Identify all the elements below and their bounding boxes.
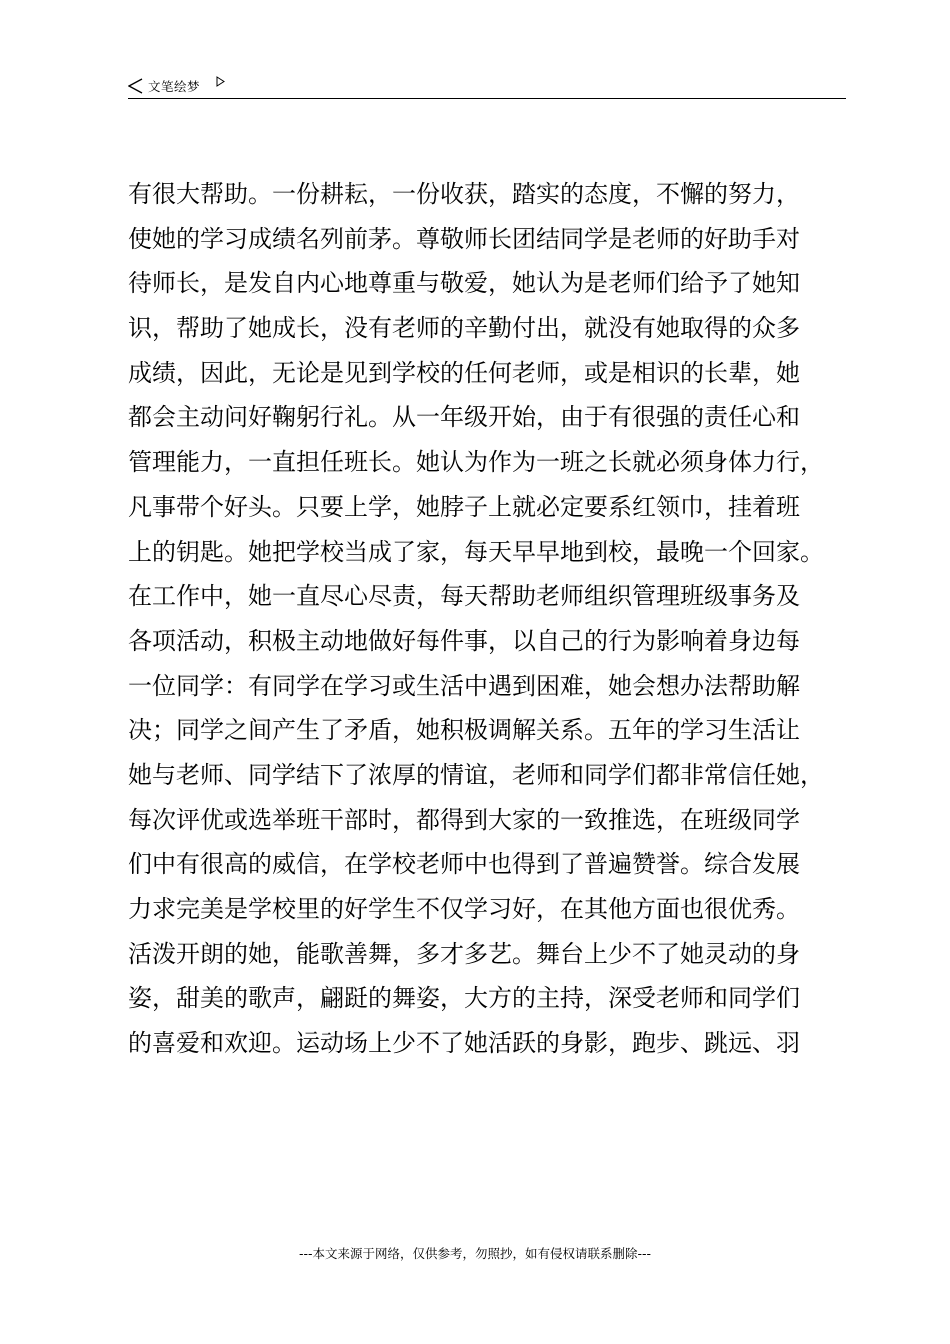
- right-triangle-icon: [216, 76, 225, 87]
- text-line: 活泼开朗的她，能歌善舞，多才多艺。舞台上少不了她灵动的身: [128, 939, 800, 968]
- page-header: [128, 74, 846, 99]
- text-line: 管理能力，一直担任班长。她认为作为一班之长就必须身体力行，: [128, 448, 824, 477]
- left-triangle-icon: [128, 78, 144, 94]
- text-line: 姿，甜美的歌声，翩跹的舞姿，大方的主持，深受老师和同学们: [128, 984, 800, 1013]
- text-line: 各项活动，积极主动地做好每件事，以自己的行为影响着身边每: [128, 626, 800, 655]
- text-line: 的喜爱和欢迎。运动场上少不了她活跃的身影，跑步、跳远、羽: [128, 1029, 800, 1058]
- text-line: 们中有很高的威信，在学校老师中也得到了普遍赞誉。综合发展: [128, 850, 800, 879]
- text-line: 凡事带个好头。只要上学，她脖子上就必定要系红领巾，挂着班: [128, 492, 800, 521]
- text-line: 她与老师、同学结下了浓厚的情谊，老师和同学们都非常信任她，: [128, 760, 824, 789]
- text-line: 成绩，因此，无论是见到学校的任何老师，或是相识的长辈，她: [128, 358, 800, 387]
- text-line: 每次评优或选举班干部时，都得到大家的一致推选，在班级同学: [128, 805, 800, 834]
- page-footer: ---本文来源于网络，仅供参考，勿照抄，如有侵权请联系删除---: [298, 1246, 652, 1261]
- text-line: 待师长，是发自内心地尊重与敬爱，她认为是老师们给予了她知: [128, 269, 800, 298]
- text-line: 一位同学：有同学在学习或生活中遇到困难，她会想办法帮助解: [128, 671, 800, 700]
- body-text: [128, 172, 858, 1066]
- text-line: 有很大帮助。一份耕耘，一份收获，踏实的态度，不懈的努力，: [128, 180, 800, 208]
- text-line: 识，帮助了她成长，没有老师的辛勤付出，就没有她取得的众多: [128, 314, 800, 343]
- text-line: 决；同学之间产生了矛盾，她积极调解关系。五年的学习生活让: [128, 716, 800, 745]
- text-line: 都会主动问好鞠躬行礼。从一年级开始，由于有很强的责任心和: [128, 403, 800, 432]
- header-title: 文笔绘梦: [148, 79, 201, 94]
- text-line: 力求完美是学校里的好学生不仅学习好，在其他方面也很优秀。: [128, 895, 800, 923]
- text-line: 在工作中，她一直尽心尽责，每天帮助老师组织管理班级事务及: [128, 582, 800, 611]
- text-line: 使她的学习成绩名列前茅。尊敬师长团结同学是老师的好助手对: [128, 224, 800, 253]
- text-line: 上的钥匙。她把学校当成了家，每天早早地到校，最晚一个回家。: [128, 537, 824, 566]
